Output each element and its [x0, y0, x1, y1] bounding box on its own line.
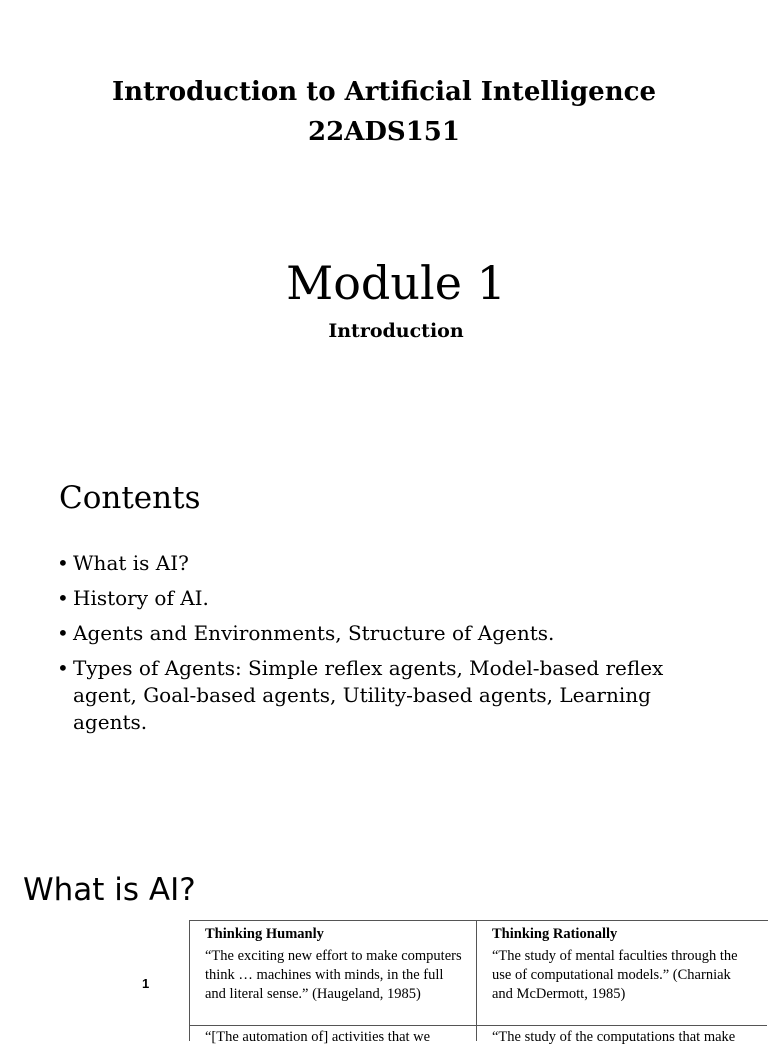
quote-divider — [190, 1025, 476, 1026]
course-title-block — [0, 72, 768, 152]
row-number: 1 — [142, 976, 150, 991]
course-title: Introduction to Artificial Intelligence — [111, 77, 656, 107]
module-subtitle: Introduction — [328, 320, 464, 342]
contents-list — [57, 550, 717, 744]
contents-item — [57, 550, 717, 577]
bullet-icon: • — [57, 551, 69, 575]
course-code: 22ADS151 — [308, 117, 460, 147]
contents-item — [57, 620, 717, 647]
thinking-rationally-column — [477, 921, 767, 1045]
module-title: Module 1 — [286, 256, 506, 310]
contents-slide — [0, 460, 768, 820]
thinking-humanly-header: Thinking Humanly — [205, 926, 324, 942]
bullet-icon: • — [57, 656, 69, 680]
thinking-rationally-header: Thinking Rationally — [492, 926, 618, 942]
computations-quote-start: “The study of the computations that make — [492, 1029, 736, 1045]
contents-item-text: Agents and Environments, Structure of Agents. — [73, 621, 555, 645]
contents-item — [57, 655, 717, 736]
what-is-ai-heading: What is AI? — [23, 872, 196, 908]
automation-quote-start: “[The automation of] activities that we — [205, 1029, 431, 1045]
title-slide — [0, 0, 768, 440]
bullet-icon: • — [57, 621, 69, 645]
contents-heading: Contents — [59, 480, 201, 516]
contents-item-text: History of AI. — [73, 586, 209, 610]
quote-divider — [477, 1025, 767, 1026]
haugeland-quote: “The exciting new effort to make computers think … machines with minds, in the full and literal sense.” (Haugeland, 1985) — [205, 948, 462, 1002]
contents-item — [57, 585, 717, 612]
contents-item-text: Types of Agents: Simple reflex agents, Model-based reflex agent, Goal-based agents, Utility-based agents, Learning agents. — [73, 656, 664, 734]
thinking-humanly-column — [190, 921, 477, 1045]
what-is-ai-slide — [0, 860, 768, 1045]
charniak-quote: “The study of mental faculties through the use of computational models.” (Charniak and McDermott, 1985) — [492, 948, 738, 1002]
bullet-icon: • — [57, 586, 69, 610]
contents-item-text: What is AI? — [73, 551, 189, 575]
ai-definitions-table — [189, 920, 768, 1045]
